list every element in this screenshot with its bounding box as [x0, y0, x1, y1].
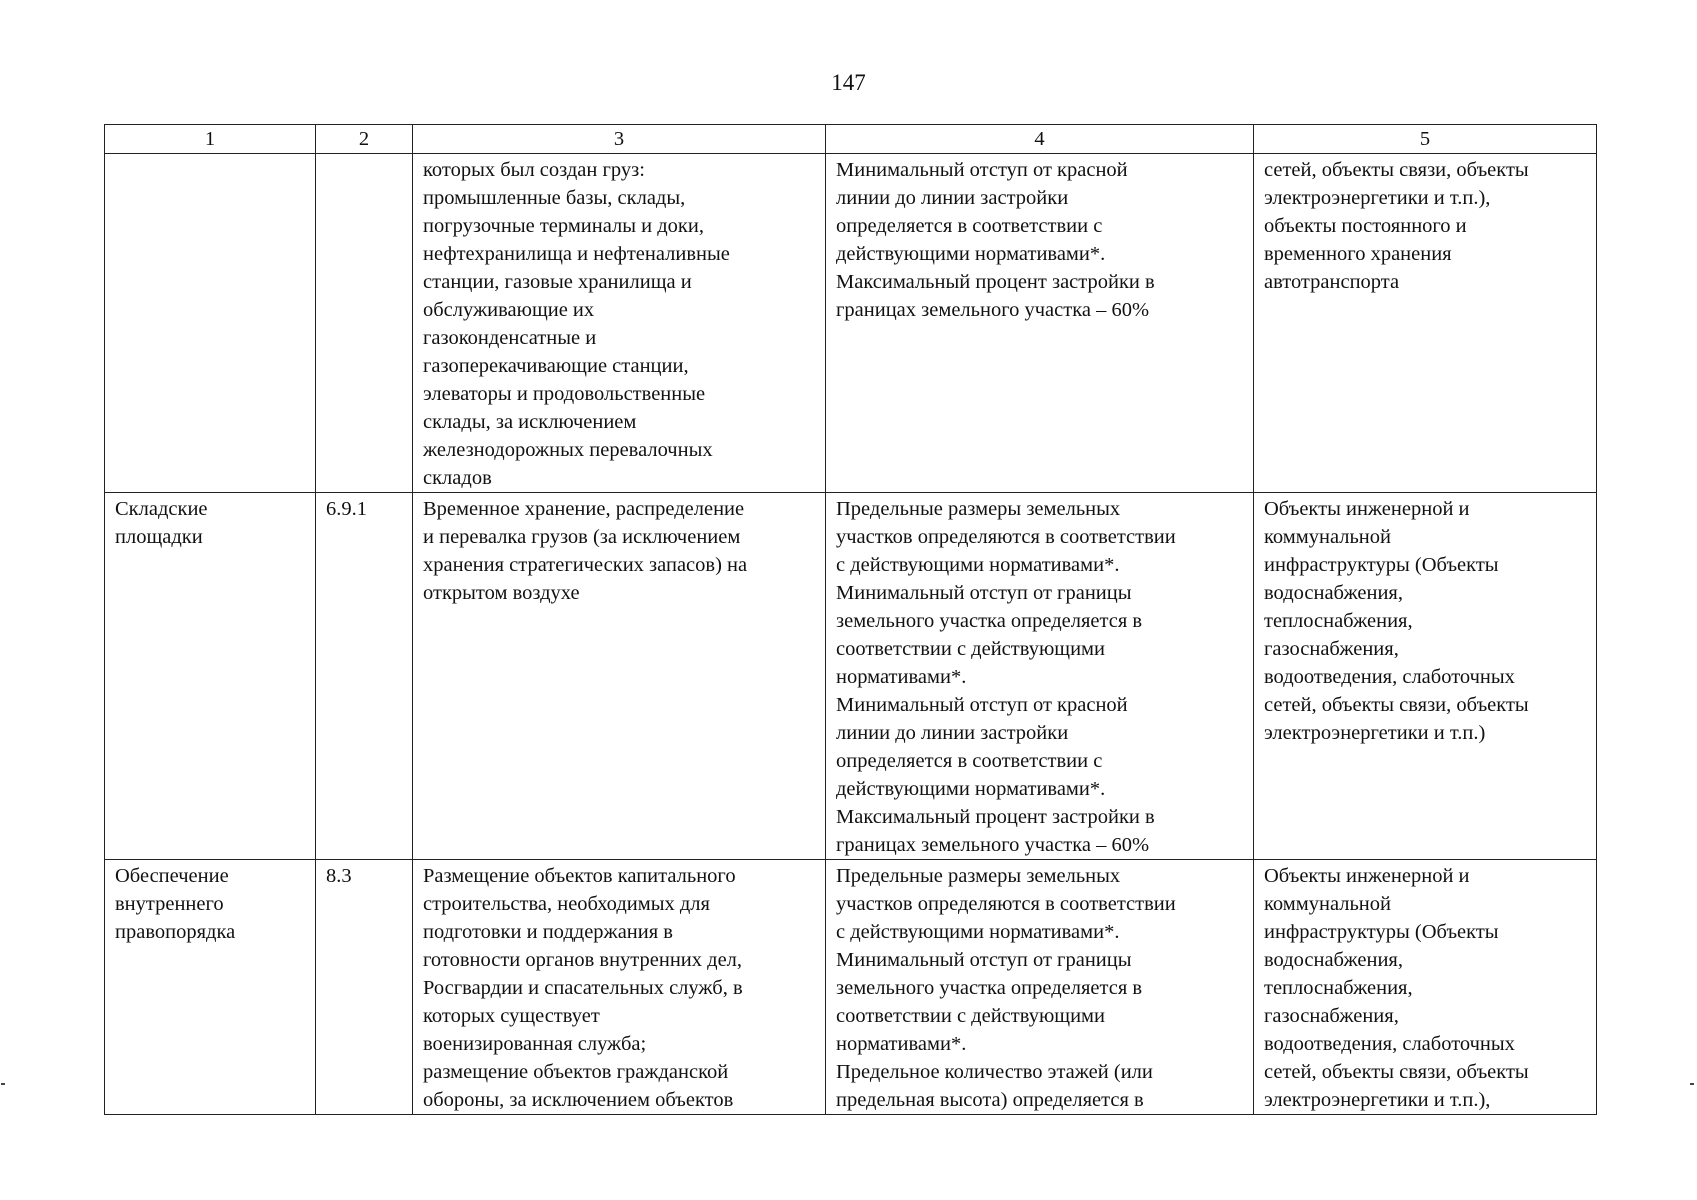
- cell-text-line: газоперекачивающие станции,: [423, 355, 689, 377]
- use-name-cell: [105, 860, 316, 1115]
- cell-text-line: размещение объектов гражданской: [423, 1061, 729, 1083]
- cell-text-line: газоснабжения,: [1264, 638, 1399, 660]
- cell-text-line: Объекты инженерной и: [1264, 865, 1470, 887]
- description-cell: [413, 154, 826, 493]
- cell-text-line: сетей, объекты связи, объекты: [1264, 694, 1529, 716]
- parameters-cell: [826, 154, 1254, 493]
- cell-text-line: соответствии с действующими: [836, 1005, 1105, 1027]
- use-code-cell: [316, 154, 413, 493]
- cell-text-line: определяется в соответствии с: [836, 215, 1103, 237]
- cell-text-line: участков определяются в соответствии: [836, 893, 1176, 915]
- cell-text-line: Минимальный отступ от красной: [836, 159, 1128, 181]
- cell-text-line: электроэнергетики и т.п.): [1264, 722, 1486, 744]
- header-col-5: 5: [1254, 125, 1597, 154]
- cell-text-line: коммунальной: [1264, 526, 1391, 548]
- accessory-uses-cell: [1254, 860, 1597, 1115]
- cell-text-line: промышленные базы, склады,: [423, 187, 686, 209]
- cell-text-line: готовности органов внутренних дел,: [423, 949, 743, 971]
- cell-text-line: инфраструктуры (Объекты: [1264, 921, 1499, 943]
- right-margin-mark: [1690, 1083, 1694, 1085]
- cell-text-line: Максимальный процент застройки в: [836, 806, 1155, 828]
- cell-text-line: Объекты инженерной и: [1264, 498, 1470, 520]
- cell-text-line: электроэнергетики и т.п.),: [1264, 187, 1491, 209]
- parameters-cell: [826, 493, 1254, 860]
- left-margin-mark: [1, 1083, 5, 1085]
- table-row: [105, 493, 1597, 860]
- cell-text-line: которых существует: [423, 1005, 600, 1027]
- cell-text-line: предельная высота) определяется в: [836, 1089, 1144, 1111]
- cell-text-line: коммунальной: [1264, 893, 1391, 915]
- cell-text-line: нефтехранилища и нефтеналивные: [423, 243, 730, 265]
- cell-text-line: действующими нормативами*.: [836, 778, 1106, 800]
- cell-text-line: элеваторы и продовольственные: [423, 383, 706, 405]
- cell-text-line: границах земельного участка – 60%: [836, 299, 1150, 321]
- accessory-uses-cell: [1254, 493, 1597, 860]
- parameters-cell: [826, 860, 1254, 1115]
- cell-text-line: станции, газовые хранилища и: [423, 271, 692, 293]
- cell-text-line: участков определяются в соответствии: [836, 526, 1176, 548]
- cell-text-line: обороны, за исключением объектов: [423, 1089, 734, 1111]
- cell-text-line: границах земельного участка – 60%: [836, 834, 1150, 856]
- cell-text-line: временного хранения: [1264, 243, 1452, 265]
- description-cell: [413, 860, 826, 1115]
- cell-text-line: инфраструктуры (Объекты: [1264, 554, 1499, 576]
- cell-text-line: Предельные размеры земельных: [836, 498, 1121, 520]
- cell-text-line: газоконденсатные и: [423, 327, 597, 349]
- cell-text-line: Предельные размеры земельных: [836, 865, 1121, 887]
- table-row: [105, 154, 1597, 493]
- cell-text-line: нормативами*.: [836, 666, 967, 688]
- cell-text-line: линии до линии застройки: [836, 722, 1069, 744]
- use-code-cell: 6.9.1: [316, 493, 413, 860]
- cell-text-line: площадки: [115, 526, 203, 548]
- table-row: [105, 860, 1597, 1115]
- cell-text-line: Складские: [115, 498, 208, 520]
- cell-text-line: склады, за исключением: [423, 411, 637, 433]
- cell-text-line: открытом воздухе: [423, 582, 580, 604]
- table-header-row: [105, 125, 1597, 154]
- cell-text-line: железнодорожных перевалочных: [423, 439, 713, 461]
- cell-text-line: и перевалка грузов (за исключением: [423, 526, 741, 548]
- header-col-3: 3: [413, 125, 826, 154]
- cell-text-line: Предельное количество этажей (или: [836, 1061, 1153, 1083]
- cell-text-line: нормативами*.: [836, 1033, 967, 1055]
- cell-text-line: водоотведения, слаботочных: [1264, 666, 1515, 688]
- cell-text-line: Минимальный отступ от границы: [836, 949, 1132, 971]
- cell-text-line: внутреннего: [115, 893, 224, 915]
- cell-text-line: подготовки и поддержания в: [423, 921, 673, 943]
- cell-text-line: газоснабжения,: [1264, 1005, 1399, 1027]
- cell-text-line: правопорядка: [115, 921, 236, 943]
- cell-text-line: строительства, необходимых для: [423, 893, 710, 915]
- cell-text-line: с действующими нормативами*.: [836, 921, 1120, 943]
- cell-text-line: хранения стратегических запасов) на: [423, 554, 748, 576]
- cell-text-line: с действующими нормативами*.: [836, 554, 1120, 576]
- cell-text-line: Минимальный отступ от красной: [836, 694, 1128, 716]
- cell-text-line: Минимальный отступ от границы: [836, 582, 1132, 604]
- cell-text-line: складов: [423, 467, 492, 489]
- header-col-1: 1: [105, 125, 316, 154]
- cell-text-line: Росгвардии и спасательных служб, в: [423, 977, 743, 999]
- use-name-cell: [105, 154, 316, 493]
- cell-text-line: Размещение объектов капитального: [423, 865, 736, 887]
- cell-text-line: сетей, объекты связи, объекты: [1264, 1061, 1529, 1083]
- header-col-4: 4: [826, 125, 1254, 154]
- cell-text-line: Обеспечение: [115, 865, 229, 887]
- cell-text-line: земельного участка определяется в: [836, 610, 1143, 632]
- cell-text-line: сетей, объекты связи, объекты: [1264, 159, 1529, 181]
- use-name-cell: [105, 493, 316, 860]
- header-col-2: 2: [316, 125, 413, 154]
- cell-text-line: Максимальный процент застройки в: [836, 271, 1155, 293]
- cell-text-line: автотранспорта: [1264, 271, 1400, 293]
- cell-text-line: водоснабжения,: [1264, 582, 1403, 604]
- cell-text-line: определяется в соответствии с: [836, 750, 1103, 772]
- accessory-uses-cell: [1254, 154, 1597, 493]
- cell-text-line: соответствии с действующими: [836, 638, 1105, 660]
- land-use-table: [104, 124, 1597, 1115]
- cell-text-line: линии до линии застройки: [836, 187, 1069, 209]
- cell-text-line: теплоснабжения,: [1264, 977, 1413, 999]
- cell-text-line: которых был создан груз:: [423, 159, 645, 181]
- use-code-cell: 8.3: [316, 860, 413, 1115]
- cell-text-line: водоснабжения,: [1264, 949, 1403, 971]
- description-cell: [413, 493, 826, 860]
- cell-text-line: погрузочные терминалы и доки,: [423, 215, 704, 237]
- page-number: 147: [831, 70, 866, 95]
- cell-text-line: Временное хранение, распределение: [423, 498, 745, 520]
- cell-text-line: земельного участка определяется в: [836, 977, 1143, 999]
- cell-text-line: теплоснабжения,: [1264, 610, 1413, 632]
- cell-text-line: военизированная служба;: [423, 1033, 647, 1055]
- cell-text-line: объекты постоянного и: [1264, 215, 1467, 237]
- cell-text-line: электроэнергетики и т.п.),: [1264, 1089, 1491, 1111]
- cell-text-line: обслуживающие их: [423, 299, 595, 321]
- cell-text-line: водоотведения, слаботочных: [1264, 1033, 1515, 1055]
- cell-text-line: действующими нормативами*.: [836, 243, 1106, 265]
